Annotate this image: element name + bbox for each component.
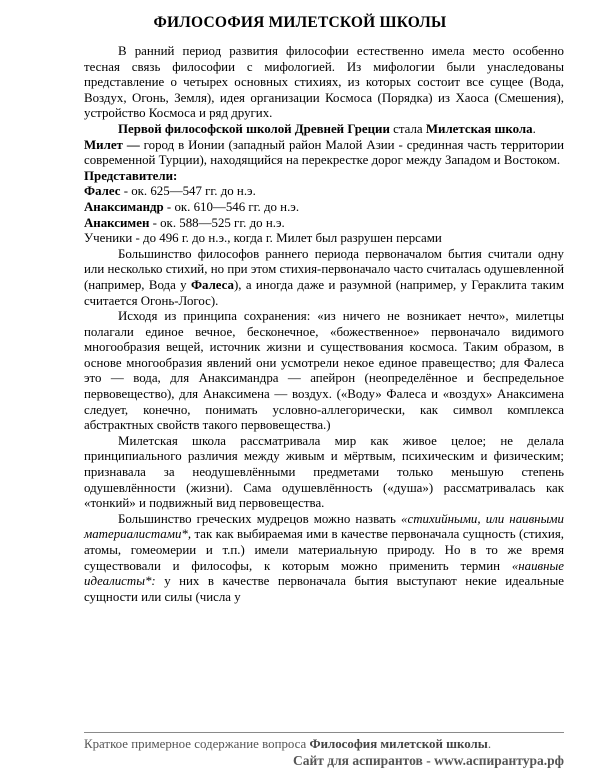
footer-site-link[interactable]: Сайт для аспирантов - www.аспирантура.рф	[292, 753, 564, 768]
page-title: ФИЛОСОФИЯ МИЛЕТСКОЙ ШКОЛЫ	[153, 14, 447, 31]
paragraph-first-principle: Большинство философов раннего периода первоначалом бытия считали одну или несколько стихий, но при этом стихия-первоначало часто считалась одушевленной (например, Вода у Фалеса), а иногда даже и разумной (например, у Гераклита таким считается Огонь-Логос).	[84, 246, 564, 308]
thales-bold: Фалеса	[190, 277, 235, 292]
first-school-end: .	[532, 121, 536, 136]
footer-divider	[84, 732, 564, 733]
first-school-mid: стала	[389, 121, 426, 136]
miletus-term: Милет —	[84, 137, 140, 152]
representative-item	[84, 184, 564, 200]
representative-dates: - ок. 610—546 гг. до н.э.	[163, 199, 300, 214]
representative-name: Анаксимен	[84, 215, 150, 230]
representative-item	[84, 216, 564, 232]
footer-note: Краткое примерное содержание вопроса Философия милетской школы.	[84, 737, 492, 751]
paragraph-miletus	[84, 138, 564, 169]
paragraph-living-whole: Милетская школа рассматривала мир как живое целое; не делала принципиального различия между живым и мёртвым, психическим и физическим; признавала за неодушевлёнными предметами только меньшую степень одушевлённости (жизни). Сама одушевлённость («душа») рассматривалась как «тонкий» и подвижный вид первовещества.	[84, 433, 564, 511]
representative-name: Анаксимандр	[84, 199, 164, 214]
representative-dates: - ок. 588—525 гг. до н.э.	[149, 215, 285, 230]
paragraph-materialists: Большинство греческих мудрецов можно назвать «стихийными, или наивными материалистами*, так как выбираемая ими в качестве первоначала сущность (стихия, атомы, гомеомерии и т.п.) имели материальную природу. Но в то же время существовали и философы, к которым можно применить термин «наивные идеалисты*: у них в качестве первоначала бытия выступают некие идеальные сущности или силы (числа у	[84, 511, 564, 604]
paragraph-intro: В ранний период развития философии естественно имела место особенно тесная связь философии с мифологией. Из мифологии были унаследованы представление о четырех основных стихиях, из которых состоит все сущее (Вода, Воздух, Огонь, Земля), идея организации Космоса (Порядка) из Хаоса (Смешения), устройство Космоса и ряд других.	[84, 44, 564, 121]
miletus-school-bold: Милетская школа	[425, 121, 533, 136]
representatives-heading: Представители:	[84, 168, 178, 183]
representative-dates: - ок. 625—547 гг. до н.э.	[120, 184, 256, 199]
representative-name: Фалес	[84, 184, 121, 199]
article-body	[84, 44, 564, 605]
first-school-bold: Первой философской школой Древней Греции	[118, 121, 390, 136]
miletus-description: город в Ионии (западный район Малой Азии - срединная часть территории современной Турции), находящийся на перекрестке дорог между Западом и Востоком.	[84, 137, 564, 168]
students-line: Ученики - до 496 г. до н.э., когда г. Милет был разрушен персами	[84, 231, 442, 246]
footer-topic: Философия милетской школы	[309, 737, 488, 751]
paragraph-conservation: Исходя из принципа сохранения: «из ничего не возникает нечто», милетцы полагали единое вечное, бесконечное, «божественное» первоначало видимого многообразия вещей, источник жизни и существования космоса. Таким образом, в основе многообразия явлений они усмотрели некое единое правещество; для Фалеса это — вода, для Анаксимандра — апейрон (неопределённое и беспредельное первовещество), для Анаксимена — воздух. («Воду» Фалеса и «воздух» Анаксимена следует, конечно, понимать условно-аллегорически, как символ комплекса абстрактных свойств такого первовещества.)	[84, 309, 564, 433]
naive-materialists-term: «стихийными, или наивными материалистами*,	[84, 511, 564, 542]
paragraph-first-school	[84, 122, 564, 138]
naive-idealists-term: «наивные идеалисты*:	[84, 558, 564, 589]
representative-item	[84, 200, 564, 216]
